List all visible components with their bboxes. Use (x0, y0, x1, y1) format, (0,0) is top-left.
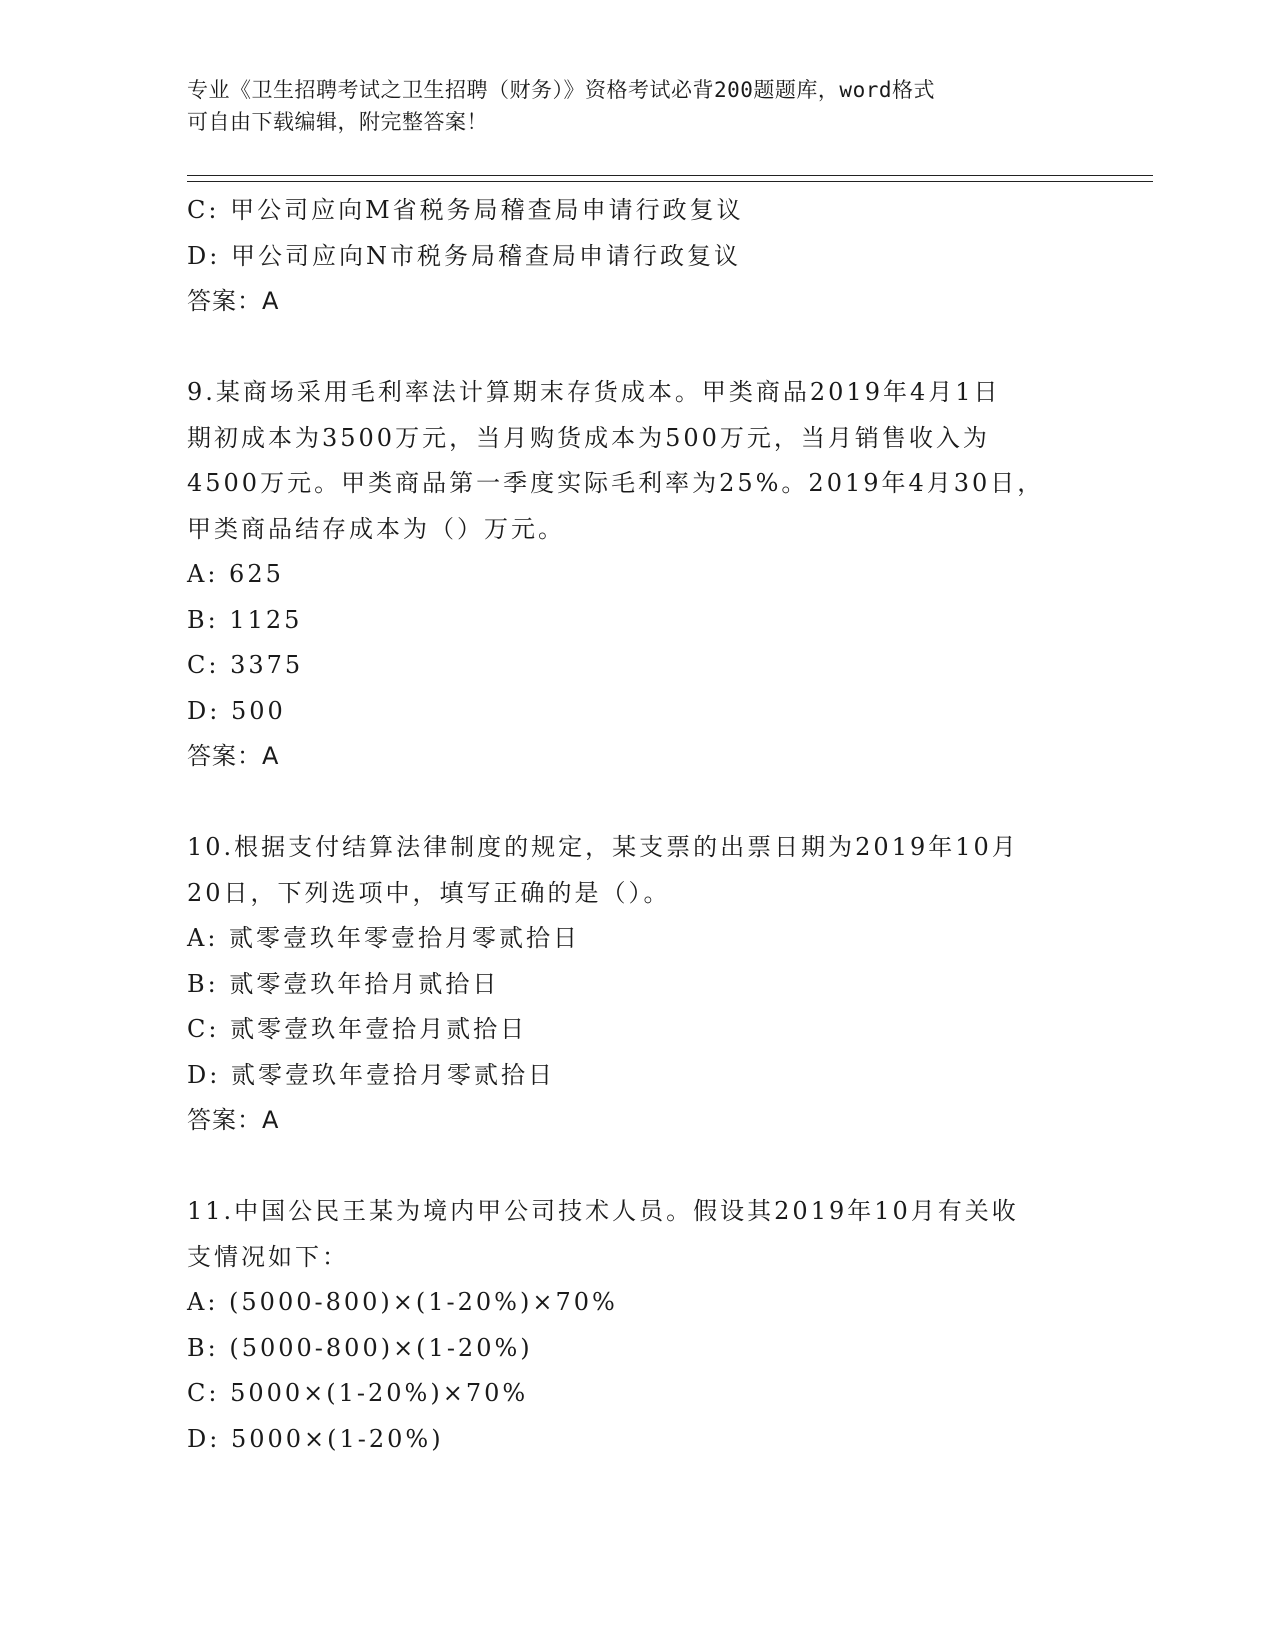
question-list (187, 188, 1087, 1462)
option-d: D: 贰零壹玖年壹拾月零贰拾日 (187, 1060, 555, 1089)
question-stem: 期初成本为3500万元，当月购货成本为500万元，当月销售收入为 (187, 423, 990, 452)
question-stem: 11.中国公民王某为境内甲公司技术人员。假设其2019年10月有关收 (187, 1197, 1019, 1225)
question-10 (187, 825, 1087, 1144)
option-b: B: 贰零壹玖年拾月贰拾日 (187, 969, 500, 998)
spacer (187, 325, 1087, 371)
answer: 答案：A (187, 742, 280, 770)
option-a: A: (5000-800)×(1-20%)×70% (187, 1288, 618, 1316)
question-9 (187, 370, 1087, 780)
question-stem: 甲类商品结存成本为（）万元。 (187, 514, 565, 543)
spacer (187, 1144, 1087, 1190)
option-d: D: 甲公司应向N市税务局稽查局申请行政复议 (187, 241, 741, 270)
option-b: B: 1125 (187, 605, 303, 634)
header-title-line-1: 专业《卫生招聘考试之卫生招聘（财务）》资格考试必背200题题库，word格式 (187, 78, 935, 102)
question-stem: 4500万元。甲类商品第一季度实际毛利率为25%。2019年4月30日， (187, 469, 1045, 497)
option-c: C: 甲公司应向M省税务局稽查局申请行政复议 (187, 196, 744, 224)
header-title-line-2: 可自由下载编辑，附完整答案！ (187, 110, 488, 134)
question-8 (187, 188, 1087, 325)
question-stem: 10.根据支付结算法律制度的规定，某支票的出票日期为2019年10月 (187, 833, 1019, 861)
spacer (187, 780, 1087, 826)
option-c: C: 3375 (187, 651, 304, 679)
option-a: A: 贰零壹玖年零壹拾月零贰拾日 (187, 924, 581, 952)
question-stem: 9.某商场采用毛利率法计算期末存货成本。甲类商品2019年4月1日 (187, 378, 1001, 406)
header-divider-top (187, 175, 1153, 176)
answer: 答案：A (187, 287, 280, 315)
option-d: D: 500 (187, 696, 286, 725)
option-b: B: (5000-800)×(1-20%) (187, 1333, 533, 1362)
question-stem: 支情况如下： (187, 1242, 349, 1271)
header-divider-bottom (187, 181, 1153, 182)
answer: 答案：A (187, 1106, 280, 1134)
option-a: A: 625 (187, 560, 284, 588)
option-c: C: 5000×(1-20%)×70% (187, 1379, 529, 1407)
option-d: D: 5000×(1-20%) (187, 1424, 444, 1453)
question-stem: 20日，下列选项中，填写正确的是（）。 (187, 878, 671, 907)
option-c: C: 贰零壹玖年壹拾月贰拾日 (187, 1015, 528, 1043)
document-header (187, 74, 1067, 138)
question-11 (187, 1189, 1087, 1462)
